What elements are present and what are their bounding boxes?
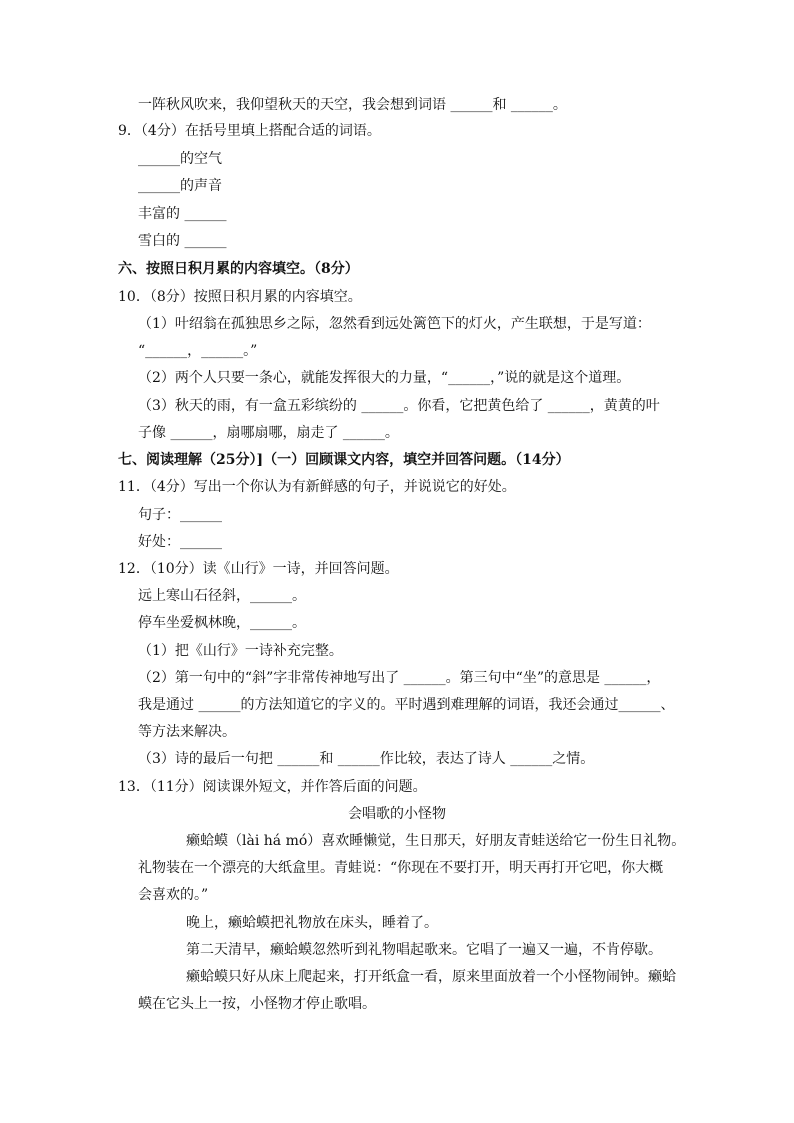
section-6-heading: 六、按照日积月累的内容填空。（8分） [118, 261, 359, 277]
q10-part-1-blank: “______，______。” [138, 343, 258, 359]
q9-item-3: 丰富的 ______ [138, 206, 227, 222]
q12-part-2: （2）第一句中的“斜”字非常传神地写出了 ______。第三句中“坐”的意思是 ______， [138, 670, 661, 686]
poem-line-1: 远上寒山石径斜，______。 [138, 588, 306, 604]
q10-part-1: （1）叶绍翁在孤独思乡之际，忽然看到远处篱笆下的灯火，产生联想，于是写道： [138, 316, 651, 332]
q10-title: 10．（8分）按照日积月累的内容填空。 [118, 289, 362, 305]
q8-sentence: 一阵秋风吹来，我仰望秋天的天空，我会想到词语 ______和 ______。 [138, 97, 567, 113]
q12-title: 12．（10分）读《山行》一诗，并回答问题。 [118, 561, 399, 577]
q11-sentence-blank: 句子：______ [138, 507, 222, 523]
q13-title: 13．（11分）阅读课外短文，并作答后面的问题。 [118, 779, 427, 795]
story-title: 会唱歌的小怪物 [348, 806, 446, 822]
q12-part-2-cont: 我是通过 ______的方法知道它的字义的。平时遇到难理解的词语，我还会通过______、 [138, 697, 675, 713]
story-para-2: 晚上，癞蛤蟆把礼物放在床头，睡着了。 [186, 915, 438, 931]
q12-part-1: （1）把《山行》一诗补充完整。 [138, 643, 343, 659]
q9-item-2: ______的声音 [138, 178, 222, 194]
section-7-heading: 七、阅读理解（25分）]（一）回顾课文内容，填空并回答问题。（14分） [118, 452, 570, 468]
poem-line-2: 停车坐爱枫林晚，______。 [138, 615, 306, 631]
story-para-1: 癞蛤蟆（lài há mó）喜欢睡懒觉，生日那天，好朋友青蛙送给它一份生日礼物。 [186, 833, 686, 849]
story-para-4-end: 蟆在它头上一按，小怪物才停止歌唱。 [138, 996, 376, 1012]
q10-part-2: （2）两个人只要一条心，就能发挥很大的力量，“______，”说的就是这个道理。 [138, 370, 631, 386]
q12-part-3: （3）诗的最后一句把 ______和 ______作比较，表达了诗人 ______之情。 [138, 751, 595, 767]
story-para-1-end: 会喜欢的。” [138, 887, 209, 903]
story-para-3: 第二天清早，癞蛤蟆忽然听到礼物唱起歌来。它唱了一遍又一遍，不肯停歇。 [186, 942, 662, 958]
q12-part-2-end: 等方法来解决。 [138, 724, 236, 740]
q9-title: 9．（4分）在括号里填上搭配合适的词语。 [118, 123, 381, 139]
q10-part-3-cont: 子像 ______，扇哪扇哪，扇走了 ______。 [138, 425, 399, 441]
story-para-1-cont: 礼物装在一个漂亮的大纸盒里。青蛙说：“你现在不要打开，明天再打开它吧，你大概 [138, 860, 664, 876]
q10-part-3: （3）秋天的雨，有一盒五彩缤纷的 ______。你看，它把黄色给了 ______，黄黄的叶 [138, 398, 660, 414]
q11-title: 11．（4分）写出一个你认为有新鲜感的句子，并说说它的好处。 [118, 479, 516, 495]
story-para-4: 癞蛤蟆只好从床上爬起来，打开纸盒一看，原来里面放着一个小怪物闹钟。癞蛤 [186, 969, 676, 985]
q9-item-1: ______的空气 [138, 151, 222, 167]
q9-item-4: 雪白的 ______ [138, 233, 227, 249]
q11-benefit-blank: 好处：______ [138, 534, 222, 550]
